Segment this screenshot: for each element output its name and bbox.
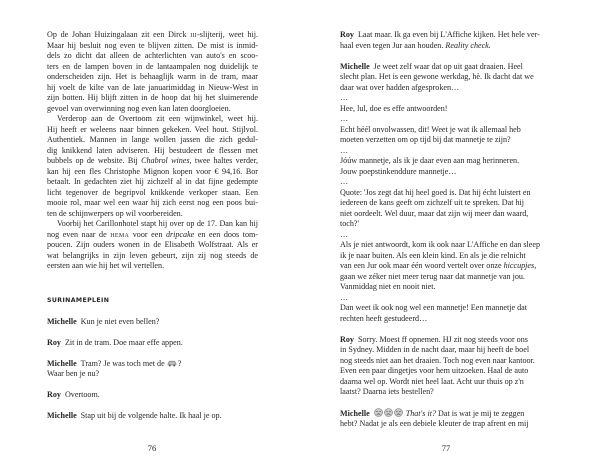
text-run: nog even naar de bbox=[47, 229, 111, 239]
speaker-name: Roy bbox=[47, 337, 61, 347]
text-line bbox=[340, 293, 555, 304]
text-run: Sorry. Moest ff opnemen. HJ zit nog steeds voor ons bbox=[357, 334, 528, 344]
text-run: gevoel van overwinning nog even kan laten doorgloeien. bbox=[47, 103, 231, 113]
text-run: Chabrol wines bbox=[141, 156, 190, 165]
text-line bbox=[340, 209, 555, 220]
paragraph bbox=[47, 114, 258, 219]
text-run: zijn botten. Hij blijft zitten in de hoop dat hij het sluimerende bbox=[47, 93, 258, 102]
speaker-name: Roy bbox=[47, 390, 61, 399]
text-line bbox=[47, 251, 258, 262]
prose-paragraphs bbox=[47, 30, 258, 272]
text-run: daarna wel op. Wordt niet heel laat. Acht uur thuis op z'n bbox=[340, 376, 524, 386]
text-run: Je weet zelf waar dat op uit gaat draaien. Heel bbox=[373, 61, 523, 71]
text-line bbox=[47, 156, 258, 167]
text-line bbox=[47, 230, 258, 241]
text-run: Dat is wat je mij te zeggen bbox=[436, 409, 525, 418]
text-run: Reality check. bbox=[445, 40, 491, 50]
text-run: Stap uit bij de volgende halte. Ik haal je op. bbox=[80, 411, 222, 420]
text-run: Tram? Je was toch met de bbox=[80, 358, 167, 368]
text-run: moeten verzetten om op tijd bij dat mannetje te zijn? bbox=[340, 135, 511, 144]
section-heading: SURINAMEPLEIN bbox=[47, 296, 110, 304]
text-line bbox=[47, 317, 258, 328]
text-run: Hij heeft er weleens naar binnen gekeken. Veel hout. Stijlvol. bbox=[47, 124, 258, 134]
text-run: iedereen de kans geeft om zichzelf uit te spreken. Dat hij bbox=[340, 198, 525, 207]
text-line bbox=[47, 390, 258, 401]
speaker-name: Roy bbox=[340, 30, 354, 39]
text-run: … bbox=[340, 93, 349, 102]
text-line bbox=[47, 209, 258, 220]
text-line bbox=[340, 219, 555, 230]
text-line bbox=[340, 251, 555, 262]
text-line bbox=[47, 240, 258, 251]
text-line bbox=[340, 272, 555, 283]
dialogue-turn bbox=[47, 390, 258, 401]
text-run: onderscheiden zijn. Het is behaaglijk warm in de tram, maar bbox=[47, 72, 258, 81]
dialogue-turn bbox=[340, 408, 555, 429]
text-run: Authentiek. Mannen in lange wollen jassen die zich gedul- bbox=[47, 135, 258, 144]
text-line bbox=[340, 419, 555, 430]
text-run: dels zo dicht dat alleen de achterlichten van auto's en scoo- bbox=[47, 51, 258, 60]
text-line bbox=[340, 261, 555, 272]
text-run: kan hij een fles Christophe Mignon kopen voor € 94,16. Bor bbox=[47, 166, 258, 176]
paragraph bbox=[47, 219, 258, 272]
text-line bbox=[340, 156, 555, 167]
text-run: iii bbox=[190, 30, 198, 39]
text-run: voor een bbox=[129, 229, 166, 239]
text-line bbox=[47, 198, 258, 209]
text-run: betaalt. In gedachten ziet hij zichzelf al in dat fijne gedempte bbox=[47, 177, 258, 186]
text-line bbox=[340, 146, 555, 157]
text-line bbox=[340, 314, 555, 325]
text-run: daar wat over hadden afgesproken… bbox=[340, 82, 460, 92]
text-line bbox=[47, 62, 258, 73]
text-line bbox=[340, 167, 555, 178]
dialogue-turn bbox=[47, 338, 258, 349]
dialogue-turn bbox=[47, 359, 258, 380]
text-line bbox=[47, 83, 258, 94]
text-run: That's it? bbox=[405, 409, 436, 418]
text-line bbox=[340, 72, 555, 83]
text-run: rechten heeft gestudeerd… bbox=[340, 313, 428, 323]
text-run: hiccupjes bbox=[503, 261, 535, 270]
text-run: haal even tegen Jur aan houden. bbox=[340, 40, 446, 50]
dialogue-left bbox=[47, 317, 258, 422]
text-line bbox=[47, 104, 258, 115]
page-number-left: 76 bbox=[147, 443, 157, 453]
text-run: niet oordeelt. Wel duur, maar dat zijn wij meer dan waard, bbox=[340, 208, 529, 218]
text-line bbox=[340, 387, 555, 398]
text-run: Zit in de tram. Doe maar effe appen. bbox=[64, 337, 183, 347]
text-run: … bbox=[340, 114, 349, 123]
speaker-name: Michelle bbox=[47, 411, 77, 420]
text-run: Hee, lul, doe es effe antwoorden! bbox=[340, 103, 448, 113]
text-run: Waar ben je nu? bbox=[47, 369, 100, 378]
text-run: Jóúw mannetje, als ik je daar even aan mag herinneren. bbox=[340, 156, 520, 165]
speaker-name: Michelle bbox=[340, 409, 370, 418]
text-run: eersten aan wie hij het wil vertellen. bbox=[47, 261, 165, 270]
text-line bbox=[340, 408, 555, 419]
text-run: mooie rol, maar wel een waar hij zich eerst nog een poos bui- bbox=[47, 198, 258, 207]
text-run: ters en de lampen boven in de lantaampalen nog duidelijk te bbox=[47, 61, 258, 71]
text-line bbox=[47, 167, 258, 178]
text-run: Verderop aan de Overtoom zit een wijnwinkel, weet hij. bbox=[57, 114, 258, 123]
text-line bbox=[340, 356, 555, 367]
text-line bbox=[47, 30, 258, 41]
text-line bbox=[340, 377, 555, 388]
text-run: toch?' bbox=[340, 219, 359, 228]
text-line bbox=[340, 335, 555, 346]
text-line bbox=[47, 359, 258, 370]
speaker-name: Michelle bbox=[340, 61, 370, 71]
text-run: Even een paar dingetjes voor hem uitzoeken. Haal de auto bbox=[340, 366, 529, 375]
left-page-text bbox=[47, 30, 258, 422]
text-run: Op de Johan Huizingalaan zit een Dirck bbox=[47, 30, 191, 39]
text-run: dripcake bbox=[165, 229, 195, 239]
text-line bbox=[340, 62, 555, 73]
text-line bbox=[340, 41, 555, 52]
text-run: ten de schijnwerpers op wil voorbereiden. bbox=[47, 208, 183, 218]
text-line bbox=[340, 366, 555, 377]
text-run: slecht plan. Het is een gewone werkdag, hè. Ik dacht dat we bbox=[340, 72, 534, 81]
text-run: Dan weet ik ook nog wel een mannetje! Een mannetje dat bbox=[340, 303, 527, 312]
text-run: bubbels op de website. Bij bbox=[47, 156, 142, 165]
text-run: … bbox=[340, 177, 349, 186]
text-run: -slijterij, weet hij. bbox=[197, 30, 258, 39]
text-run: gaan we zéker niet meer terug naar dat mannetje van jou. bbox=[340, 271, 525, 281]
text-run: Jouw poepstinkenddure mannetje… bbox=[340, 166, 457, 176]
text-line bbox=[47, 125, 258, 136]
text-line bbox=[47, 135, 258, 146]
text-line bbox=[47, 188, 258, 199]
text-line bbox=[47, 93, 258, 104]
speaker-name: Roy bbox=[340, 334, 354, 344]
text-run: hema bbox=[110, 229, 130, 239]
dialogue-turn bbox=[340, 335, 555, 398]
text-line bbox=[340, 230, 555, 241]
page-number-right: 77 bbox=[441, 443, 451, 453]
text-run: wat belangrijks in zijn leven gebeurt, zijn zij nog steeds de bbox=[47, 250, 258, 260]
text-run: … bbox=[340, 229, 349, 239]
paragraph bbox=[47, 30, 258, 114]
text-run: Quote: 'Jos zegt dat hij heel goed is. Dat hij écht luistert en bbox=[340, 187, 531, 197]
text-line bbox=[340, 93, 555, 104]
text-run: en een doos tom- bbox=[194, 229, 258, 239]
text-run: Maar hij besluit nog even te blijven zitten. De mist is inmid- bbox=[47, 40, 258, 50]
text-line bbox=[340, 282, 555, 293]
dialogue-turn bbox=[47, 411, 258, 422]
text-run: hij voelt de kilte van de late januarimiddag in Nieuw-West in bbox=[47, 82, 258, 92]
text-line bbox=[340, 240, 555, 251]
text-line bbox=[47, 51, 258, 62]
text-run: laatst? Daarna iets bestellen? bbox=[340, 387, 434, 396]
text-run: Kun je niet even bellen? bbox=[80, 316, 160, 326]
text-run: Vanmiddag niet en nooit niet. bbox=[340, 282, 436, 291]
text-line bbox=[47, 177, 258, 188]
text-line bbox=[340, 303, 555, 314]
text-run: in Sydney. Midden in de nacht daar, maar hij heeft de boel bbox=[340, 345, 530, 354]
text-line bbox=[340, 104, 555, 115]
text-line bbox=[47, 411, 258, 422]
text-run: Als je niet antwoordt, kom ik ook naar L'Affiche en dan sleep bbox=[340, 240, 541, 249]
text-line bbox=[47, 41, 258, 52]
dialogue-right bbox=[340, 30, 555, 429]
text-run: Voorbij het Carillonhotel stapt hij over op de 17. Dan kan hij bbox=[57, 219, 258, 228]
text-line bbox=[340, 188, 555, 199]
text-line bbox=[340, 177, 555, 188]
text-line bbox=[340, 30, 555, 41]
text-line bbox=[47, 72, 258, 83]
text-run: ? bbox=[177, 358, 182, 368]
text-line bbox=[340, 345, 555, 356]
text-line bbox=[47, 338, 258, 349]
text-run: hebt? Nadat je als een debiele kleuter de trap afrent en mij bbox=[340, 418, 529, 428]
text-line bbox=[47, 261, 258, 272]
text-run: van een Jur ook maar één woord vertelt over onze bbox=[340, 261, 504, 270]
dialogue-turn bbox=[340, 62, 555, 325]
right-page bbox=[300, 0, 600, 471]
speaker-name: Michelle bbox=[47, 358, 77, 368]
dialogue-turn bbox=[340, 30, 555, 51]
text-run: poucen. Zijn ouders wonen in de Elisabeth Wolfstraat. Als er bbox=[47, 240, 258, 249]
text-run: ik je naar buiten. Als een klein kind. En als je die relnicht bbox=[340, 250, 526, 260]
text-line bbox=[47, 146, 258, 157]
car-emoji-icon bbox=[167, 360, 177, 371]
text-run: licht tegenover de begripvol knikkende verkoper staan. Een bbox=[47, 187, 258, 197]
text-run: Echt héél onvolwassen, dit! Weet je wat ik allemaal heb bbox=[340, 124, 521, 134]
text-line bbox=[340, 198, 555, 209]
text-run: dig knikkend laten adviseren. Hij bestudeert de flessen met bbox=[47, 145, 258, 155]
text-run: , twee haltes verder, bbox=[189, 156, 258, 165]
text-run: , bbox=[534, 261, 537, 270]
text-line bbox=[47, 219, 258, 230]
text-line bbox=[47, 369, 258, 380]
text-line bbox=[340, 135, 555, 146]
text-run: Overtoom. bbox=[64, 390, 100, 399]
text-line bbox=[340, 83, 555, 94]
speaker-name: Michelle bbox=[47, 316, 77, 326]
text-line bbox=[340, 125, 555, 136]
text-line bbox=[340, 114, 555, 125]
dialogue-turn bbox=[47, 317, 258, 328]
text-run: … bbox=[340, 145, 349, 155]
text-run: Laat maar. Ik ga even bij L'Affiche kijken. Het hele ver- bbox=[357, 30, 540, 39]
text-run: … bbox=[340, 292, 349, 302]
text-run: nog steeds niet aan het draaien. Toch nog even naar kantoor. bbox=[340, 355, 535, 365]
right-page-text bbox=[340, 30, 555, 429]
text-line bbox=[47, 114, 258, 125]
